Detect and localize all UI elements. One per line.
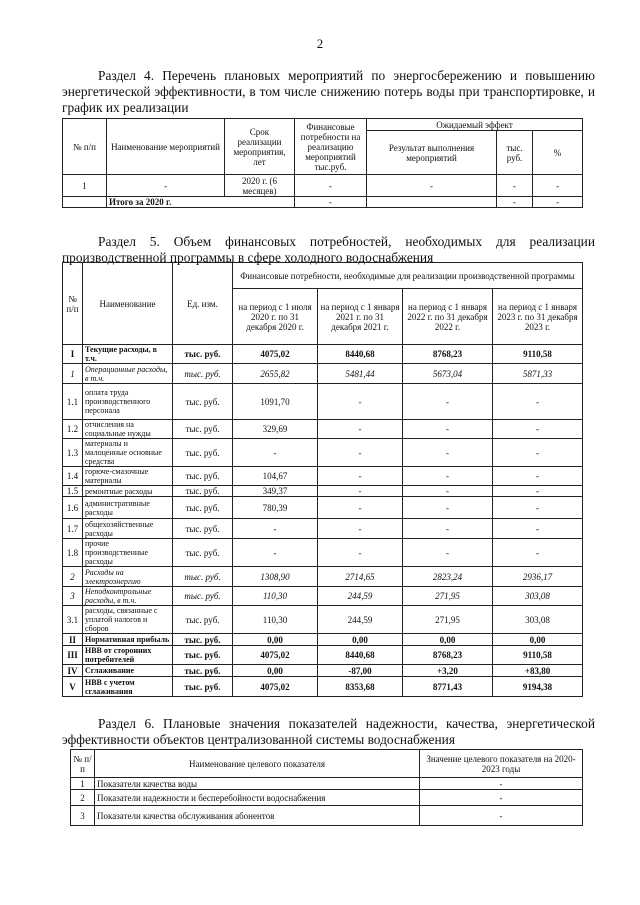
table-row: 2 Расходы на электроэнергию тыс. руб. 1308,90 2714,65 2823,24 2936,17 [63, 567, 583, 587]
section5-heading: Раздел 5. Объем финансовых потребностей, необходимых для реализации производственной программы в сфере холодного водоснабжения [62, 234, 595, 265]
section5-table [62, 262, 583, 697]
table-row: 1.6 административные расходы тыс. руб. 780,39 - - - [63, 497, 583, 519]
table-row: 3 Показатели качества обслуживания абонентов - [71, 806, 583, 826]
table-row: 1 Операционные расходы, в т.ч. тыс. руб. 2655,82 5481,44 5673,04 5871,33 [63, 364, 583, 384]
s5-th-unit: Ед. изм. [173, 263, 233, 345]
s5-th-period-2: на период с 1 января 2021 г. по 31 декабря 2021 г. [318, 289, 403, 345]
table-row: III НВВ от сторонних потребителей тыс. руб. 4075,02 8440,68 8768,23 9110,58 [63, 646, 583, 665]
page-number: 2 [316, 36, 324, 51]
table-row: V НВВ с учетом сглаживания тыс. руб. 4075,02 8353,68 8771,43 9194,38 [63, 677, 583, 697]
section6-heading: Раздел 6. Плановые значения показателей надежности, качества, энергетической эффективности объектов централизованной системы водоснабжения [62, 716, 595, 747]
s5-th-num: № п/п [63, 263, 83, 345]
s5-th-period-1: на период с 1 июля 2020 г. по 31 декабря 2020 г. [233, 289, 318, 345]
s5-th-period-4: на период с 1 января 2023 г. по 31 декабря 2023 г. [493, 289, 583, 345]
s4-th-num: № п/п [63, 119, 107, 175]
section5-body [63, 345, 583, 697]
section4-heading: Раздел 4. Перечень плановых мероприятий по энергосбережению и повышению энергетической эффективности, в том числе снижению потерь воды при транспортировке, и график их реализации [62, 68, 595, 115]
s5-th-name: Наименование [83, 263, 173, 345]
table-total-row: Итого за 2020 г. - - - [63, 197, 583, 208]
s6-th-value: Значение целевого показателя на 2020-2023 годы [420, 750, 583, 778]
table-row: 1.4 горюче-смазочные материалы тыс. руб. 104,67 - - - [63, 467, 583, 486]
s4-th-percent: % [533, 131, 583, 175]
section6-table [70, 749, 583, 826]
s4-th-unit: тыс. руб. [497, 131, 533, 175]
table-row: 1.8 прочие производственные расходы тыс. руб. - - - - [63, 539, 583, 567]
table-row: 2 Показатели надежности и бесперебойности водоснабжения - [71, 790, 583, 806]
table-row: 1.1 оплата труда производственного персонала тыс. руб. 1091,70 - - - [63, 384, 583, 420]
table-row: I Текущие расходы, в т.ч. тыс. руб. 4075,02 8440,68 8768,23 9110,58 [63, 345, 583, 364]
s4-th-result: Результат выполнения мероприятий [367, 131, 497, 175]
table-row: 1.5 ремонтные расходы тыс. руб. 349,37 - - - [63, 486, 583, 497]
s6-th-name: Наименование целевого показателя [95, 750, 420, 778]
table-row: 1 Показатели качества воды - [71, 778, 583, 790]
s4-th-term: Срок реализации мероприятия, лет [225, 119, 295, 175]
table-row: 1.2 отчисления на социальные нужды тыс. руб. 329,69 - - - [63, 420, 583, 439]
section4-table [62, 118, 583, 208]
table-row: 3.1 расходы, связанные с уплатой налогов и сборов тыс. руб. 110,30 244,59 271,95 303,08 [63, 606, 583, 634]
s4-th-effect: Ожидаемый эффект [367, 119, 583, 131]
s5-th-period-3: на период с 1 января 2022 г. по 31 декабря 2022 г. [403, 289, 493, 345]
s6-th-num: № п/п [71, 750, 95, 778]
table-row: 1 - 2020 г. (6 месяцев) - - - - [63, 175, 583, 197]
s4-th-finance: Финансовые потребности на реализацию мероприятий тыс.руб. [295, 119, 367, 175]
table-row: 1.3 материалы и малоценные основные средства тыс. руб. - - - - [63, 439, 583, 467]
table-row: 3 Неподконтрольные расходы, в т.ч. тыс. руб. 110,30 244,59 271,95 303,08 [63, 587, 583, 606]
table-row: II Нормативная прибыль тыс. руб. 0,00 0,00 0,00 0,00 [63, 634, 583, 646]
table-row: IV Сглаживание тыс. руб. 0,00 -87,00 +3,20 +83,80 [63, 665, 583, 677]
s5-th-group: Финансовые потребности, необходимые для реализации производственной программы [233, 263, 583, 289]
table-row: 1.7 общехозяйственные расходы тыс. руб. - - - - [63, 519, 583, 539]
s4-th-name: Наименование мероприятий [107, 119, 225, 175]
